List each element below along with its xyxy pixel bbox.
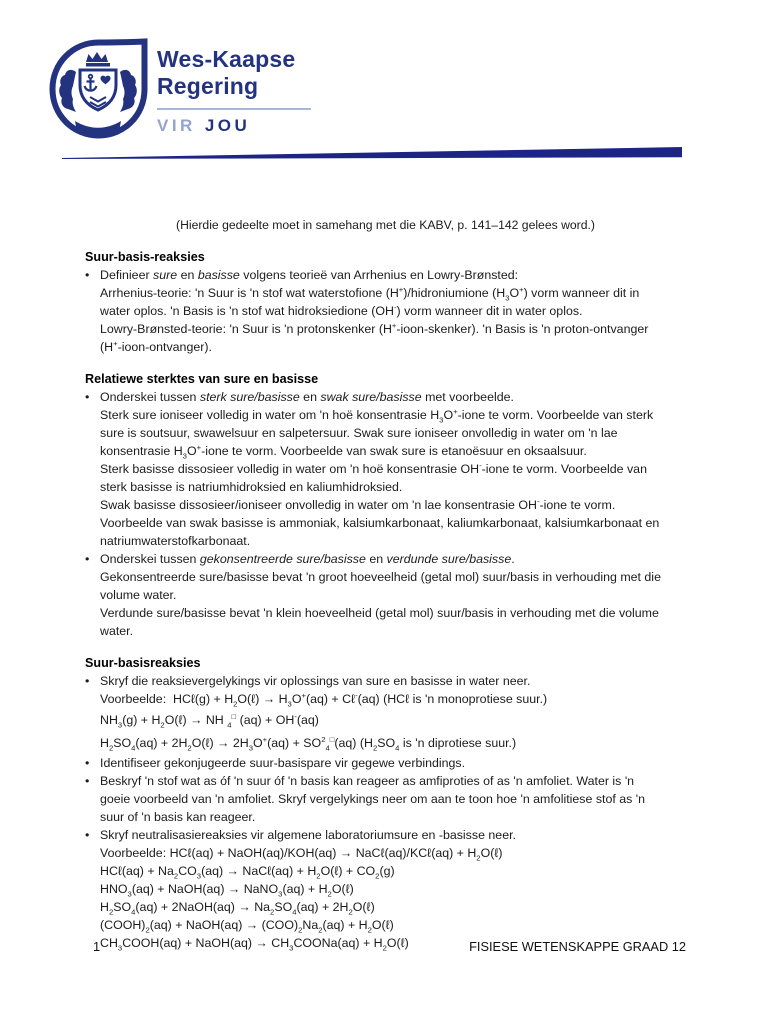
intro-note: (Hierdie gedeelte moet in samehang met die KABV, p. 141–142 gelees word.) (176, 218, 595, 232)
text-line: $(COOH)_2(aq)$ + NaOH(aq) → $(COO)_2Na_2(aq)$ + $H_2O(\ell)$ (100, 918, 394, 935)
bullet-item (85, 550, 686, 640)
header-swoosh-rule (62, 147, 682, 159)
bullet-body (100, 388, 686, 550)
section (85, 248, 686, 356)
text-line: Skryf die reaksievergelykings vir oplossings van sure en basisse in water neer. (100, 674, 531, 688)
bullet-marker: • (85, 674, 90, 688)
text-line: konsentrasie $H_3O^+$-ione te vorm. Voorbeelde van swak sure is etanoësuur en oksaalsuur. (100, 442, 587, 461)
org-name-line2: Regering (157, 73, 259, 99)
text-line: HCℓ(aq) + $Na_2CO_3(aq)$ → NaCℓ(aq) + $H_2O(\ell) + CO_2(g)$ (100, 864, 395, 881)
text-line: Definieer sure en basisse volgens teorieë van Arrhenius en Lowry-Brønsted: (100, 268, 519, 282)
crown-band-icon (86, 63, 110, 67)
text-line: Verdunde sure/basisse bevat 'n klein hoeveelheid (getal mol) suur/basis in verhouding met die volume (100, 606, 659, 620)
text-line: $CH_3COOH(aq)$ + NaOH(aq) → $CH_3COONa(aq)$ + $H_2O(\ell)$ (100, 936, 409, 953)
section (85, 654, 686, 952)
tagline-vir: VIR (157, 116, 196, 135)
bullet-body (100, 266, 686, 356)
tagline-jou: JOU (204, 116, 251, 135)
text-line: goeie voorbeeld van 'n amfoliet. Skryf vergelykings neer om aan te toon hoe 'n amfolitiese stof as 'n (100, 792, 646, 806)
text-line: Beskryf 'n stof wat as óf 'n suur óf 'n basis kan reageer as amfiproties of as 'n amfoliet. Water is 'n (100, 774, 635, 788)
footer-subject-label: FISIESE WETENSKAPPE GRAAD 12 (469, 939, 686, 954)
bullet-body (100, 754, 686, 772)
text-line: natriumwaterstofkarbonaat. (100, 534, 251, 548)
bullet-marker: • (85, 390, 90, 404)
text-line: Onderskei tussen gekonsentreerde sure/basisse en verdunde sure/basisse. (100, 552, 515, 566)
text-line: Voorbeelde: HCℓ(aq) + NaOH(aq)/KOH(aq) → NaCℓ(aq)/KCℓ(aq) + $H_2O(\ell)$ (100, 846, 503, 863)
antelope-supporter-icon (120, 70, 137, 112)
document-content (85, 216, 686, 952)
bullet-body (100, 550, 686, 640)
bullet-marker: • (85, 828, 90, 842)
text-line: Identifiseer gekonjugeerde suur-basispare vir gegewe verbindings. (100, 756, 466, 770)
bullet-item (85, 672, 686, 754)
bullet-marker: • (85, 756, 90, 770)
text-line: Voorbeelde van swak basisse is ammoniak, kalsiumkarbonaat, kaliumkarbonaat, kalsiumkarbonaat en (100, 516, 660, 530)
logo-wordmark (157, 46, 311, 136)
bullet-item (85, 754, 686, 772)
bullet-item (85, 772, 686, 826)
section-heading: Suur-basis-reaksies (85, 250, 205, 264)
bullet-body (100, 826, 686, 952)
section-heading: Relatiewe sterktes van sure en basisse (85, 372, 319, 386)
section (85, 370, 686, 640)
crown-icon (86, 52, 108, 62)
bullet-marker: • (85, 552, 90, 566)
text-line: sterk basisse is natriumhidroksied en kaliumhidroksied. (100, 480, 403, 494)
text-line: Voorbeelde: HCℓ(g) + $H_2O(\ell) \to H_3O^+(aq)$ + Cℓ-(aq) (HCℓ is 'n monoprotiese suur.) (100, 690, 548, 709)
text-line: water oplos. 'n Basis is 'n stof wat hidroksiedione (OH-) vorm wanneer dit in water oplos. (100, 302, 583, 318)
tagline (157, 116, 311, 136)
page-footer (85, 939, 686, 954)
text-line: Sterk sure ioniseer volledig in water om 'n hoë konsentrasie $H_3O^+$-ione te vorm. Voorbeelde van sterk (100, 406, 654, 425)
text-line: Skryf neutralisasiereaksies vir algemene laboratoriumsure en -basisse neer. (100, 828, 516, 842)
text-line: Swak basisse dissosieer/ioniseer onvolledig in water om 'n lae konsentrasie OH--ione te vorm. (100, 496, 616, 512)
bullet-body (100, 772, 686, 826)
text-line: volume water. (100, 588, 177, 602)
bullet-marker: • (85, 774, 90, 788)
text-line: $NH_3(g)$ + $H_2O(\ell)$ → NH $_4$□ (aq) + OH-(aq) (100, 711, 319, 729)
coat-of-arms-logo (48, 38, 148, 144)
sections-container (85, 248, 686, 952)
text-line: sure is soutsuur, swawelsuur en salpetersuur. Swak sure ioniseer onvolledig in water om 'n lae (100, 426, 618, 440)
bullet-body (100, 672, 686, 754)
page-number: 1 (93, 939, 101, 954)
org-name-line1: Wes-Kaapse (157, 46, 296, 72)
shield-icon (80, 70, 116, 110)
text-line: Arrhenius-teorie: 'n Suur is 'n stof wat waterstofione (H+)/hidroniumione $(H_3O^+)$ vorm wanneer dit in (100, 284, 640, 303)
text-line: Lowry-Brønsted-teorie: 'n Suur is 'n protonskenker (H+-ioon-skenker). 'n Basis is 'n proton-ontvanger (100, 320, 649, 336)
text-line: Sterk basisse dissosieer volledig in water om 'n hoë konsentrasie OH--ione te vorm. Voorbeelde van (100, 460, 647, 476)
text-line: (H+-ioon-ontvanger). (100, 338, 212, 354)
lion-supporter-icon (59, 70, 76, 112)
text-line: $H_2SO_4(aq)$ + $2H_2O(\ell) \to 2H_3O^+(aq) + SO^2_4^□(aq)$ ($H_2SO_4$ is 'n diprotiese suur.) (100, 734, 517, 752)
text-line: water. (100, 624, 134, 638)
bullet-item (85, 266, 686, 356)
text-line: Gekonsentreerde sure/basisse bevat 'n groot hoeveelheid (getal mol) suur/basis in verhouding met die (100, 570, 661, 584)
bullet-item (85, 826, 686, 952)
bullet-item (85, 388, 686, 550)
text-line: $H_2SO_4(aq)$ + 2NaOH(aq) → $Na_2SO_4(aq)$ + $2H_2O(\ell)$ (100, 900, 375, 917)
tagline-divider (157, 108, 311, 110)
text-line: $HNO_3(aq)$ + NaOH(aq) → NaNO$_3$(aq) + $H_2O(\ell)$ (100, 882, 354, 899)
text-line: suur of 'n basis kan reageer. (100, 810, 256, 824)
section-heading: Suur-basisreaksies (85, 656, 201, 670)
text-line: Onderskei tussen sterk sure/basisse en swak sure/basisse met voorbeelde. (100, 390, 514, 404)
bullet-marker: • (85, 268, 90, 282)
